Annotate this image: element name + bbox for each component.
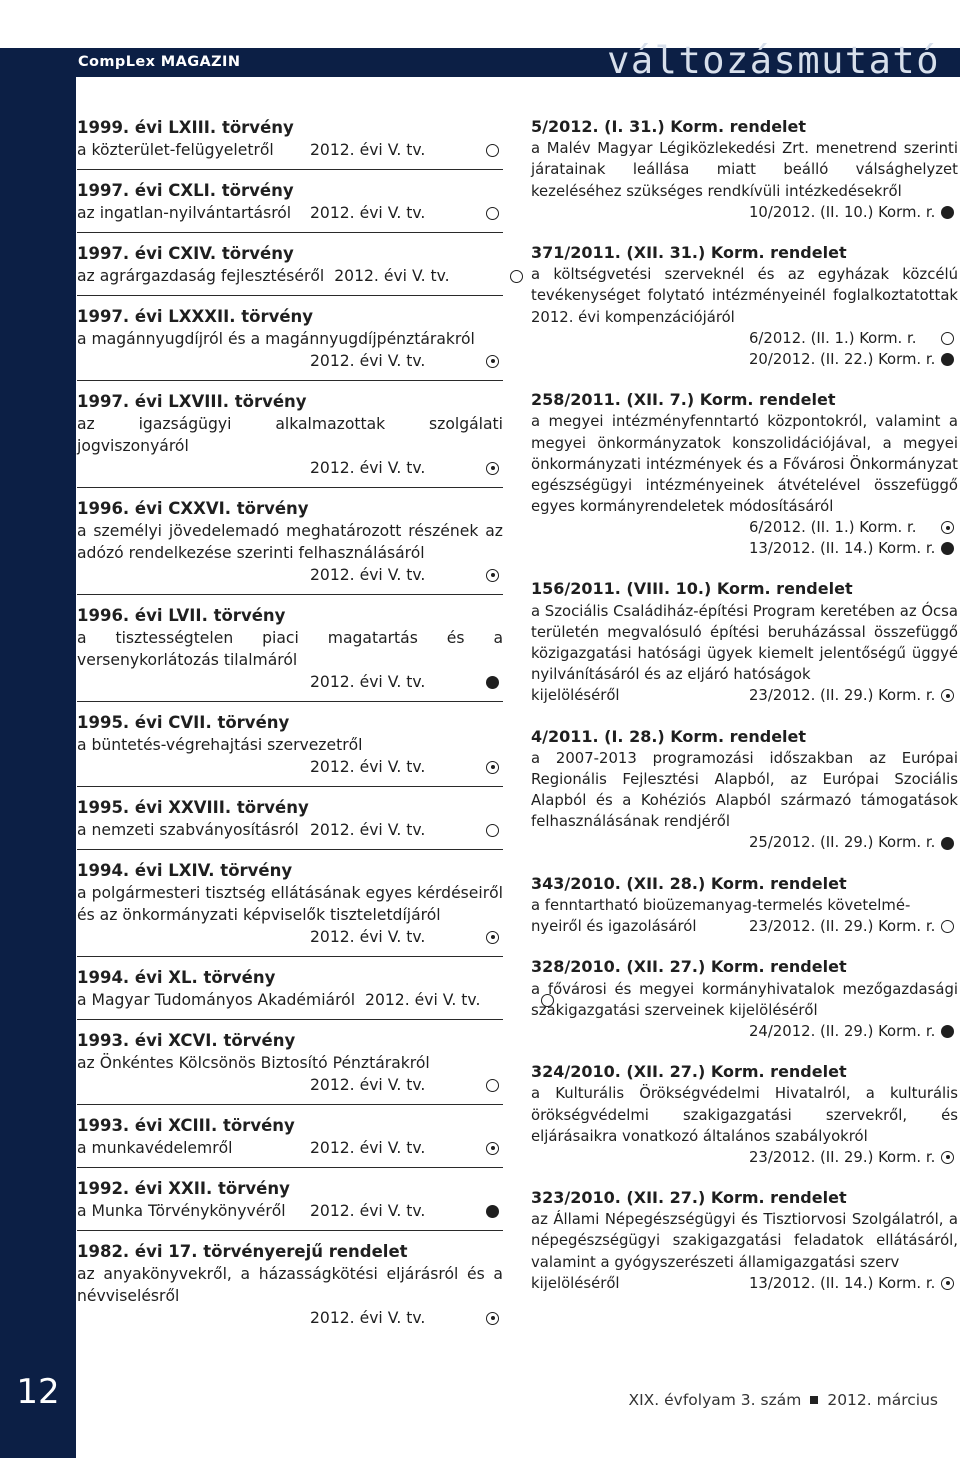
amendment-ref-group — [310, 564, 503, 586]
amendment-ref-group — [749, 349, 958, 370]
entry-body — [77, 734, 503, 778]
law-entry — [77, 390, 503, 488]
entry-body — [77, 989, 503, 1011]
entry-body — [77, 819, 503, 841]
law-entry — [77, 604, 503, 702]
entry-body — [531, 748, 958, 854]
amendment-reference: 6/2012. (II. 1.) Korm. r. — [749, 519, 917, 537]
section-title: változásmutató — [607, 39, 940, 82]
amendment-ref-group — [310, 1200, 503, 1222]
entry-title: 1996. évi CXXVI. törvény — [77, 499, 309, 518]
entry-title: 324/2010. (XII. 27.) Korm. rendelet — [531, 1062, 847, 1082]
entry-description: az igazságügyi alkalmazottak szolgálati jogviszonyáról — [77, 415, 503, 455]
entry-body — [531, 979, 958, 1042]
amendment-reference: 13/2012. (II. 14.) Korm. r. — [749, 540, 936, 558]
amendment-ref-group — [749, 916, 958, 937]
amendment-reference: 2012. évi V. tv. — [310, 673, 426, 691]
amendment-ref — [77, 1200, 503, 1222]
dotted-circle-icon — [941, 689, 954, 702]
entry-description-tail: a munkavédelemről — [77, 1139, 233, 1157]
entry-title: 1997. évi CXIV. törvény — [77, 244, 294, 263]
entry-title: 1994. évi XL. törvény — [77, 968, 276, 987]
amendment-ref — [77, 139, 503, 161]
law-entry — [531, 726, 958, 862]
amendment-ref-group — [310, 139, 503, 161]
side-bar — [0, 0, 76, 1458]
entry-description: a polgármesteri tisztség ellátásának egyes kérdéseiről és az önkormányzati képviselők tiszteletdíjáról — [77, 884, 503, 924]
amendment-ref-group — [310, 1074, 503, 1096]
amendment-ref — [77, 1307, 503, 1329]
amendment-reference: 20/2012. (II. 22.) Korm. r. — [749, 350, 936, 368]
amendment-ref — [77, 202, 503, 224]
amendment-reference: 2012. évi V. tv. — [310, 204, 426, 222]
dotted-circle-icon — [941, 1151, 954, 1164]
amendment-reference: 2012. évi V. tv. — [310, 1139, 426, 1157]
amendment-reference: 6/2012. (II. 1.) Korm. r. — [749, 329, 917, 347]
dotted-circle-icon — [486, 1312, 499, 1325]
law-entry — [77, 179, 503, 233]
law-entry — [77, 1177, 503, 1231]
dotted-circle-icon — [486, 355, 499, 368]
filled-circle-icon — [486, 1205, 499, 1218]
amendment-ref — [531, 349, 958, 370]
entry-title: 1992. évi XXII. törvény — [77, 1179, 290, 1198]
entry-body — [77, 1263, 503, 1329]
open-circle-icon — [941, 332, 954, 345]
entry-body — [531, 1083, 958, 1168]
law-entry — [531, 1187, 958, 1302]
amendment-ref — [77, 457, 503, 479]
entry-title: 1999. évi LXIII. törvény — [77, 118, 294, 137]
entry-title: 1997. évi LXXXII. törvény — [77, 307, 314, 326]
amendment-ref-group — [310, 1307, 503, 1329]
amendment-ref-group — [749, 832, 958, 853]
amendment-reference: 2012. évi V. tv. — [310, 352, 426, 370]
amendment-ref — [531, 1273, 958, 1294]
amendment-ref-group — [749, 538, 958, 559]
entry-description: az anyakönyvekről, a házasságkötési eljárásról és a névviselésről — [77, 1265, 503, 1305]
entry-body — [77, 139, 503, 161]
entry-body — [77, 328, 503, 372]
amendment-ref-group — [749, 1147, 958, 1168]
entry-description: a személyi jövedelemadó meghatározott részének az adózó rendelkezése szerinti felhasználásáról — [77, 522, 503, 562]
dotted-circle-icon — [486, 761, 499, 774]
amendment-ref-group — [749, 517, 958, 538]
entry-description: a megyei intézményfenntartó központokról, valamint a megyei önkormányzatok konszolidációjával, a megyei önkormányzati intézmények és a Fővárosi Önkormányzat egészségügyi intézményeinek átvételével összefüggő egyes kormányrendeletek módosításáról — [531, 413, 958, 515]
entry-description: a fővárosi és megyei kormányhivatalok mezőgazdasági szakigazgatási szerveinek kijelöléséről — [531, 980, 958, 1019]
entry-title: 343/2010. (XII. 28.) Korm. rendelet — [531, 873, 847, 893]
amendment-ref — [77, 671, 503, 693]
law-entry — [77, 116, 503, 170]
amendment-reference: 2012. évi V. tv. — [334, 267, 450, 285]
law-entry — [77, 711, 503, 787]
page-number: 12 — [16, 1372, 60, 1412]
entry-description-tail: a közterület-felügyeletről — [77, 141, 274, 159]
entry-title: 156/2011. (VIII. 10.) Korm. rendelet — [531, 579, 853, 599]
filled-circle-icon — [486, 676, 499, 689]
entry-description: a büntetés-végrehajtási szervezetről — [77, 736, 363, 754]
amendment-ref — [77, 989, 503, 1011]
amendment-ref — [77, 350, 503, 372]
entry-body — [77, 202, 503, 224]
amendment-reference: 2012. évi V. tv. — [310, 821, 426, 839]
dotted-circle-icon — [486, 462, 499, 475]
entry-description: a tisztességtelen piaci magatartás és a versenykorlátozás tilalmáról — [77, 629, 503, 669]
entry-description-tail: a Munka Törvénykönyvéről — [77, 1202, 286, 1220]
law-entry — [531, 956, 958, 1050]
amendment-reference: 25/2012. (II. 29.) Korm. r. — [749, 834, 936, 852]
entry-body — [531, 411, 958, 559]
amendment-reference: 2012. évi V. tv. — [310, 758, 426, 776]
entry-body — [77, 882, 503, 948]
law-entry — [77, 1240, 503, 1337]
entry-title: 371/2011. (XII. 31.) Korm. rendelet — [531, 242, 847, 262]
amendment-ref — [77, 926, 503, 948]
open-circle-icon — [486, 1079, 499, 1092]
amendment-ref-group — [749, 1273, 958, 1294]
entry-body — [77, 1137, 503, 1159]
amendment-ref — [77, 819, 503, 841]
entry-body — [531, 138, 958, 223]
amendment-reference: 23/2012. (II. 29.) Korm. r. — [749, 1148, 936, 1166]
entry-title: 1997. évi CXLI. törvény — [77, 181, 294, 200]
entry-title: 1994. évi LXIV. törvény — [77, 861, 293, 880]
magazine-brand: CompLex MAGAZIN — [78, 54, 241, 70]
left-column — [77, 116, 503, 1346]
entry-body — [531, 895, 958, 937]
amendment-reference: 2012. évi V. tv. — [310, 1202, 426, 1220]
entry-title: 328/2010. (XII. 27.) Korm. rendelet — [531, 957, 847, 977]
amendment-ref — [531, 538, 958, 559]
amendment-ref-group — [310, 202, 503, 224]
entry-description: az Önkéntes Kölcsönös Biztosító Pénztárakról — [77, 1054, 430, 1072]
entry-description: a magánnyugdíjról és a magánnyugdíjpénztárakról — [77, 330, 475, 348]
entry-description: a Szociális Családiház-építési Program keretében az Ócsa területén megvalósuló építési beruházással összefüggő közigazgatási hatósági ügyek kiemelt jelentőségű üggyé nyilvánításáról és az eljáró hatóságok — [531, 602, 958, 684]
entry-description: az Állami Népegészségügyi és Tisztiorvosi Szolgálatról, a népegészségügyi szakigazgatási feladatok ellátásáról, valamint a gyógyszerészeti államigazgatási szerv — [531, 1211, 958, 1271]
entry-body — [531, 264, 958, 370]
amendment-reference: 13/2012. (II. 14.) Korm. r. — [749, 1274, 936, 1292]
filled-circle-icon — [941, 353, 954, 366]
amendment-reference: 2012. évi V. tv. — [310, 141, 426, 159]
entry-title: 1996. évi LVII. törvény — [77, 606, 286, 625]
law-entry — [77, 796, 503, 850]
amendment-ref — [77, 1074, 503, 1096]
entry-body — [77, 1200, 503, 1222]
entry-title: 1982. évi 17. törvényerejű rendelet — [77, 1242, 408, 1261]
amendment-ref-group — [749, 685, 958, 706]
amendment-reference: 2012. évi V. tv. — [310, 566, 426, 584]
entry-body — [531, 601, 958, 707]
amendment-ref-group — [310, 756, 503, 778]
entry-description-tail: a Magyar Tudományos Akadémiáról — [77, 991, 356, 1009]
entry-body — [77, 1052, 503, 1096]
dotted-circle-icon — [486, 569, 499, 582]
open-circle-icon — [486, 824, 499, 837]
filled-circle-icon — [941, 542, 954, 555]
side-bar-top — [0, 0, 76, 48]
amendment-ref — [531, 202, 958, 223]
entry-title: 1995. évi CVII. törvény — [77, 713, 290, 732]
open-circle-icon — [510, 270, 523, 283]
amendment-reference: 2012. évi V. tv. — [310, 459, 426, 477]
dotted-circle-icon — [941, 1277, 954, 1290]
law-entry — [77, 242, 503, 296]
entry-description: a költségvetési szerveknél és az egyházak közcélú tevékenységet folytató intézményeinél foglalkoztatottak 2012. évi kompenzációjáról — [531, 266, 958, 326]
amendment-ref-group — [310, 819, 503, 841]
amendment-ref — [531, 517, 958, 538]
dotted-circle-icon — [486, 1142, 499, 1155]
amendment-reference: 2012. évi V. tv. — [365, 991, 481, 1009]
entry-body — [77, 265, 503, 287]
entry-title: 258/2011. (XII. 7.) Korm. rendelet — [531, 390, 836, 410]
amendment-ref — [531, 832, 958, 853]
filled-circle-icon — [941, 837, 954, 850]
amendment-reference: 23/2012. (II. 29.) Korm. r. — [749, 687, 936, 705]
entry-body — [77, 520, 503, 586]
amendment-reference: 2012. évi V. tv. — [310, 1076, 426, 1094]
dotted-circle-icon — [941, 521, 954, 534]
entry-title: 4/2011. (I. 28.) Korm. rendelet — [531, 726, 807, 746]
amendment-ref-group — [365, 989, 558, 1011]
entry-title: 1993. évi XCVI. törvény — [77, 1031, 296, 1050]
entry-description-tail: az agrárgazdaság fejlesztéséről — [77, 267, 325, 285]
dotted-circle-icon — [486, 931, 499, 944]
law-entry — [531, 873, 958, 946]
entry-body — [77, 627, 503, 693]
amendment-ref — [77, 265, 503, 287]
amendment-ref — [531, 685, 958, 706]
entry-body — [77, 413, 503, 479]
entry-body — [531, 1209, 958, 1294]
amendment-ref — [77, 564, 503, 586]
amendment-reference: 2012. évi V. tv. — [310, 1309, 426, 1327]
amendment-ref — [531, 916, 958, 937]
entry-description-tail: az ingatlan-nyilvántartásról — [77, 204, 292, 222]
open-circle-icon — [486, 144, 499, 157]
law-entry — [77, 966, 503, 1020]
law-entry — [531, 578, 958, 714]
amendment-ref-group — [310, 350, 503, 372]
amendment-ref-group — [334, 265, 527, 287]
entry-description: a 2007-2013 programozási időszakban az Európai Regionális Fejlesztési Alapból, az Európai Szociális Alapból és a Kohéziós Alapból származó támogatások felhasználásának rendjéről — [531, 749, 958, 831]
entry-title: 1993. évi XCIII. törvény — [77, 1116, 295, 1135]
amendment-ref-group — [749, 202, 958, 223]
square-bullet-icon — [810, 1396, 818, 1404]
amendment-ref — [531, 1147, 958, 1168]
law-entry — [531, 389, 958, 567]
entry-description-tail: kijelöléséről — [531, 687, 620, 705]
entry-description: a Kulturális Örökségvédelmi Hivatalról, a kulturális örökségvédelmi szakigazgatási szervekről, és eljárásaikra vonatkozó általános szabályokról — [531, 1085, 958, 1145]
entry-description: a Malév Magyar Légiközlekedési Zrt. menetrend szerinti járatainak leállása miatt beálló válsághelyzet kezeléséhez szükséges rendkívüli intézkedésekről — [531, 140, 958, 200]
entry-title: 1997. évi LXVIII. törvény — [77, 392, 307, 411]
footer-date: 2012. március — [827, 1391, 938, 1409]
entry-description-tail: nyeiről és igazolásáról — [531, 918, 697, 936]
law-entry — [77, 1029, 503, 1105]
amendment-reference: 24/2012. (II. 29.) Korm. r. — [749, 1022, 936, 1040]
entry-description-tail: a nemzeti szabványosításról — [77, 821, 299, 839]
amendment-reference: 10/2012. (II. 10.) Korm. r. — [749, 203, 936, 221]
law-entry — [77, 859, 503, 957]
amendment-ref — [531, 1021, 958, 1042]
amendment-ref-group — [310, 926, 503, 948]
filled-circle-icon — [941, 206, 954, 219]
entry-title: 323/2010. (XII. 27.) Korm. rendelet — [531, 1187, 847, 1207]
amendment-ref-group — [749, 328, 958, 349]
open-circle-icon — [486, 207, 499, 220]
law-entry — [531, 242, 958, 378]
law-entry — [77, 497, 503, 595]
footer-volume: XIX. évfolyam 3. szám — [628, 1391, 802, 1409]
entry-description-tail: kijelöléséről — [531, 1274, 620, 1292]
filled-circle-icon — [941, 1025, 954, 1038]
entry-title: 1995. évi XXVIII. törvény — [77, 798, 309, 817]
amendment-ref-group — [310, 1137, 503, 1159]
footer — [628, 1391, 938, 1409]
amendment-reference: 23/2012. (II. 29.) Korm. r. — [749, 918, 936, 936]
amendment-ref-group — [749, 1021, 958, 1042]
amendment-ref-group — [310, 457, 503, 479]
law-entry — [77, 305, 503, 381]
open-circle-icon — [941, 920, 954, 933]
amendment-ref — [77, 756, 503, 778]
law-entry — [531, 1061, 958, 1176]
amendment-ref — [77, 1137, 503, 1159]
entry-description: a fenntartható bioüzemanyag-termelés követelmé- — [531, 896, 911, 914]
amendment-ref-group — [310, 671, 503, 693]
right-column — [531, 116, 958, 1313]
amendment-reference: 2012. évi V. tv. — [310, 928, 426, 946]
law-entry — [531, 116, 958, 231]
law-entry — [77, 1114, 503, 1168]
entry-title: 5/2012. (I. 31.) Korm. rendelet — [531, 117, 807, 136]
amendment-ref — [531, 328, 958, 349]
